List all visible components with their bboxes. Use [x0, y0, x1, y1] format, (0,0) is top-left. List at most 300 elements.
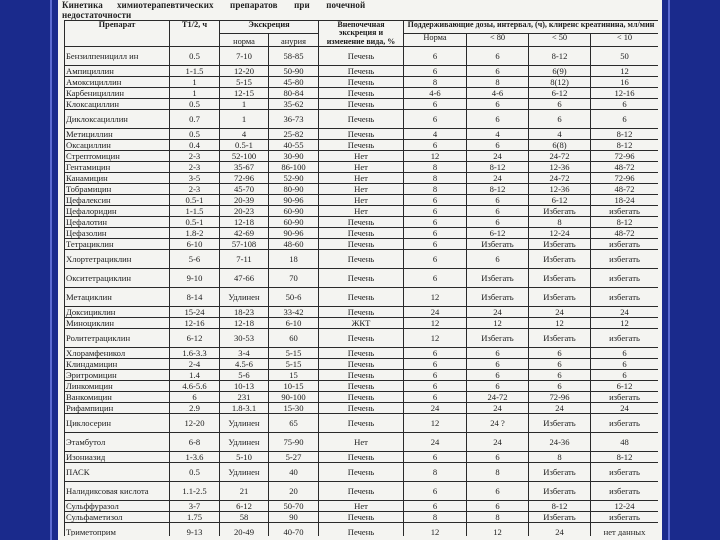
cell-extrarenal-route: Печень — [319, 452, 404, 463]
cell-half-life: 1 — [170, 77, 220, 88]
cell-dose-norm: 4-6 — [404, 88, 467, 99]
table-row — [65, 184, 659, 195]
cell-half-life: 0.5-1 — [170, 217, 220, 228]
cell-drug-name: Циклосерин — [65, 414, 170, 433]
cell-drug-name: Ампициллин — [65, 66, 170, 77]
cell-drug-name: Доксициклин — [65, 307, 170, 318]
cell-extrarenal-route: Печень — [319, 359, 404, 370]
cell-half-life: 3-7 — [170, 501, 220, 512]
cell-dose-lt50: 12-24 — [529, 228, 591, 239]
cell-extrarenal-route: Печень — [319, 269, 404, 288]
table-row — [65, 217, 659, 228]
cell-dose-lt10: 72-96 — [591, 173, 659, 184]
cell-dose-lt10: избегать — [591, 463, 659, 482]
cell-excretion-anuria: 45-80 — [269, 77, 319, 88]
cell-extrarenal-route: Печень — [319, 381, 404, 392]
cell-drug-name: Метациклин — [65, 288, 170, 307]
cell-dose-lt50: Избегать — [529, 329, 591, 348]
cell-half-life: 1.4 — [170, 370, 220, 381]
cell-extrarenal-route: Нет — [319, 162, 404, 173]
table-row — [65, 239, 659, 250]
cell-dose-lt80: 4-6 — [467, 88, 529, 99]
cell-excretion-anuria: 40 — [269, 463, 319, 482]
cell-dose-lt10: избегать — [591, 392, 659, 403]
cell-dose-lt10: 48-72 — [591, 228, 659, 239]
cell-half-life: 3-5 — [170, 173, 220, 184]
cell-extrarenal-route: Печень — [319, 110, 404, 129]
cell-drug-name: Тобрамицин — [65, 184, 170, 195]
cell-excretion-norm: Удлинен — [220, 463, 269, 482]
cell-drug-name: Изониазид — [65, 452, 170, 463]
cell-dose-lt50: Избегать — [529, 414, 591, 433]
cell-excretion-norm: 57-108 — [220, 239, 269, 250]
cell-excretion-norm: 18-23 — [220, 307, 269, 318]
cell-dose-lt10: 8-12 — [591, 140, 659, 151]
cell-dose-lt80: 6 — [467, 501, 529, 512]
table-row — [65, 140, 659, 151]
cell-dose-lt10: избегать — [591, 206, 659, 217]
cell-dose-lt80: 8 — [467, 512, 529, 523]
cell-dose-lt10: избегать — [591, 329, 659, 348]
cell-extrarenal-route: Печень — [319, 228, 404, 239]
cell-excretion-norm: 21 — [220, 482, 269, 501]
cell-dose-norm: 8 — [404, 184, 467, 195]
cell-excretion-anuria: 15-30 — [269, 403, 319, 414]
cell-drug-name: Рифампицин — [65, 403, 170, 414]
cell-excretion-norm: 7-11 — [220, 250, 269, 269]
table-row — [65, 88, 659, 99]
cell-dose-lt10: избегать — [591, 239, 659, 250]
cell-half-life: 2-3 — [170, 151, 220, 162]
cell-dose-lt50: 8 — [529, 217, 591, 228]
cell-dose-norm: 6 — [404, 99, 467, 110]
cell-excretion-norm: 6-12 — [220, 501, 269, 512]
cell-excretion-norm: 1.8-3.1 — [220, 403, 269, 414]
cell-drug-name: Ванкомицин — [65, 392, 170, 403]
cell-dose-norm: 6 — [404, 501, 467, 512]
cell-dose-lt50: Избегать — [529, 269, 591, 288]
cell-dose-lt50: Избегать — [529, 239, 591, 250]
cell-half-life: 0.7 — [170, 110, 220, 129]
cell-extrarenal-route: Печень — [319, 463, 404, 482]
cell-dose-norm: 6 — [404, 228, 467, 239]
cell-dose-lt50: 24-72 — [529, 151, 591, 162]
cell-half-life: 1-3.6 — [170, 452, 220, 463]
cell-dose-lt80: Избегать — [467, 288, 529, 307]
left-decorative-bar — [0, 0, 58, 540]
cell-half-life: 6-12 — [170, 329, 220, 348]
cell-dose-lt10: 6 — [591, 348, 659, 359]
cell-excretion-anuria: 40-55 — [269, 140, 319, 151]
header-drug: Препарат — [65, 21, 170, 47]
cell-dose-norm: 6 — [404, 452, 467, 463]
table-row — [65, 414, 659, 433]
cell-dose-norm: 6 — [404, 482, 467, 501]
cell-drug-name: Окситетрациклин — [65, 269, 170, 288]
cell-dose-lt10: 12 — [591, 318, 659, 329]
table-row — [65, 370, 659, 381]
cell-drug-name: Клоксациллин — [65, 99, 170, 110]
cell-extrarenal-route: Печень — [319, 77, 404, 88]
cell-excretion-norm: 4.5-6 — [220, 359, 269, 370]
cell-dose-lt50: 4 — [529, 129, 591, 140]
cell-excretion-anuria: 50-90 — [269, 66, 319, 77]
cell-excretion-norm: 72-96 — [220, 173, 269, 184]
cell-extrarenal-route: Нет — [319, 433, 404, 452]
cell-drug-name: Линкомицин — [65, 381, 170, 392]
cell-dose-lt10: 50 — [591, 47, 659, 66]
cell-extrarenal-route: Печень — [319, 66, 404, 77]
cell-extrarenal-route: Печень — [319, 348, 404, 359]
cell-extrarenal-route: Печень — [319, 512, 404, 523]
cell-dose-lt10: 8-12 — [591, 217, 659, 228]
cell-dose-norm: 12 — [404, 318, 467, 329]
cell-dose-lt50: Избегать — [529, 482, 591, 501]
caption-line-1: Кинетика химиотерапевтических препаратов при почечной — [62, 0, 366, 10]
cell-dose-lt50: 6-12 — [529, 195, 591, 206]
cell-dose-lt50: 8-12 — [529, 501, 591, 512]
cell-excretion-norm: 20-49 — [220, 523, 269, 536]
cell-dose-norm: 4 — [404, 129, 467, 140]
cell-excretion-anuria: 90 — [269, 512, 319, 523]
cell-drug-name: Цефалотин — [65, 217, 170, 228]
cell-dose-lt10: 8-12 — [591, 129, 659, 140]
table-row — [65, 269, 659, 288]
cell-dose-lt50: 8-12 — [529, 47, 591, 66]
cell-excretion-anuria: 30-90 — [269, 151, 319, 162]
cell-excretion-anuria: 36-73 — [269, 110, 319, 129]
cell-dose-lt80: 6 — [467, 195, 529, 206]
cell-dose-lt50: 6 — [529, 99, 591, 110]
cell-half-life: 0.4 — [170, 140, 220, 151]
cell-extrarenal-route: Печень — [319, 250, 404, 269]
cell-dose-lt50: 6 — [529, 348, 591, 359]
cell-excretion-anuria: 90-96 — [269, 228, 319, 239]
cell-drug-name: Триметоприм — [65, 523, 170, 536]
cell-extrarenal-route: Печень — [319, 307, 404, 318]
cell-dose-lt80: 6 — [467, 381, 529, 392]
cell-extrarenal-route: Печень — [319, 288, 404, 307]
cell-dose-lt80: 12 — [467, 523, 529, 536]
cell-dose-norm: 6 — [404, 66, 467, 77]
cell-excretion-norm: 5-10 — [220, 452, 269, 463]
cell-half-life: 2.9 — [170, 403, 220, 414]
cell-dose-lt10: 48 — [591, 433, 659, 452]
cell-excretion-norm: 231 — [220, 392, 269, 403]
cell-extrarenal-route: Печень — [319, 88, 404, 99]
cell-dose-lt10: 72-96 — [591, 151, 659, 162]
table-row — [65, 307, 659, 318]
cell-dose-lt50: 24 — [529, 403, 591, 414]
cell-dose-norm: 12 — [404, 414, 467, 433]
cell-excretion-norm: 35-67 — [220, 162, 269, 173]
cell-drug-name: Тетрациклин — [65, 239, 170, 250]
cell-dose-lt50: Избегать — [529, 206, 591, 217]
cell-dose-norm: 12 — [404, 523, 467, 536]
header-anuria: анурия — [269, 34, 319, 47]
cell-dose-lt80: 24 — [467, 433, 529, 452]
cell-dose-lt80: 6 — [467, 452, 529, 463]
cell-drug-name: Стрептомицин — [65, 151, 170, 162]
cell-dose-norm: 8 — [404, 77, 467, 88]
cell-half-life: 5-6 — [170, 250, 220, 269]
cell-drug-name: Эритромицин — [65, 370, 170, 381]
cell-dose-lt50: 24-72 — [529, 173, 591, 184]
cell-extrarenal-route: Печень — [319, 523, 404, 536]
cell-dose-lt10: избегать — [591, 414, 659, 433]
cell-dose-norm: 6 — [404, 217, 467, 228]
cell-dose-norm: 8 — [404, 512, 467, 523]
cell-dose-norm: 6 — [404, 269, 467, 288]
cell-dose-lt50: 6 — [529, 110, 591, 129]
cell-dose-lt10: 6 — [591, 99, 659, 110]
cell-dose-norm: 6 — [404, 370, 467, 381]
cell-dose-lt80: 6 — [467, 99, 529, 110]
cell-half-life: 15-24 — [170, 307, 220, 318]
cell-excretion-anuria: 25-82 — [269, 129, 319, 140]
cell-drug-name: Оксациллин — [65, 140, 170, 151]
cell-excretion-norm: Удлинен — [220, 433, 269, 452]
cell-dose-lt80: 6 — [467, 250, 529, 269]
header-norm: норма — [220, 34, 269, 47]
cell-excretion-anuria: 86-100 — [269, 162, 319, 173]
cell-excretion-anuria: 35-62 — [269, 99, 319, 110]
cell-half-life: 0.5 — [170, 463, 220, 482]
cell-excretion-anuria: 6-10 — [269, 318, 319, 329]
header-excretion: Экскреция — [220, 21, 319, 34]
cell-drug-name: Диклоксациллин — [65, 110, 170, 129]
cell-excretion-anuria: 60-90 — [269, 217, 319, 228]
cell-dose-lt80: 8-12 — [467, 184, 529, 195]
header-lt10: < 10 — [591, 34, 659, 47]
cell-dose-lt10: избегать — [591, 250, 659, 269]
cell-dose-lt50: 6-12 — [529, 88, 591, 99]
cell-dose-lt10: 8-12 — [591, 452, 659, 463]
cell-excretion-norm: 10-13 — [220, 381, 269, 392]
table-row — [65, 433, 659, 452]
cell-dose-lt80: 12 — [467, 318, 529, 329]
cell-dose-lt80: 6 — [467, 140, 529, 151]
table-row — [65, 318, 659, 329]
cell-excretion-norm: 3-4 — [220, 348, 269, 359]
cell-dose-lt80: 8 — [467, 77, 529, 88]
cell-dose-norm: 6 — [404, 359, 467, 370]
cell-dose-lt10: избегать — [591, 482, 659, 501]
cell-half-life: 4.6-5.6 — [170, 381, 220, 392]
cell-extrarenal-route: Нет — [319, 184, 404, 195]
cell-half-life: 1.8-2 — [170, 228, 220, 239]
cell-dose-lt10: избегать — [591, 269, 659, 288]
cell-half-life: 12-16 — [170, 318, 220, 329]
cell-excretion-norm: 12-20 — [220, 66, 269, 77]
cell-excretion-anuria: 75-90 — [269, 433, 319, 452]
cell-dose-lt80: 6 — [467, 482, 529, 501]
cell-excretion-norm: 47-66 — [220, 269, 269, 288]
cell-dose-lt10: 6 — [591, 370, 659, 381]
cell-extrarenal-route: ЖКТ — [319, 318, 404, 329]
cell-excretion-norm: 7-10 — [220, 47, 269, 66]
cell-dose-lt50: 6(8) — [529, 140, 591, 151]
cell-excretion-anuria: 10-15 — [269, 381, 319, 392]
cell-excretion-norm: 1 — [220, 99, 269, 110]
cell-dose-lt10: 24 — [591, 403, 659, 414]
table-row — [65, 151, 659, 162]
table-row — [65, 403, 659, 414]
table-row — [65, 392, 659, 403]
cell-half-life: 9-10 — [170, 269, 220, 288]
cell-half-life: 8-14 — [170, 288, 220, 307]
table-row — [65, 66, 659, 77]
cell-excretion-norm: 4 — [220, 129, 269, 140]
cell-dose-lt10: 12 — [591, 66, 659, 77]
cell-drug-name: Этамбутол — [65, 433, 170, 452]
cell-excretion-norm: 58 — [220, 512, 269, 523]
header-lt80: < 80 — [467, 34, 529, 47]
cell-excretion-norm: 30-53 — [220, 329, 269, 348]
cell-dose-norm: 12 — [404, 329, 467, 348]
cell-excretion-anuria: 58-85 — [269, 47, 319, 66]
cell-excretion-anuria: 5-27 — [269, 452, 319, 463]
cell-dose-lt80: 8 — [467, 463, 529, 482]
cell-half-life: 1.75 — [170, 512, 220, 523]
table-row — [65, 47, 659, 66]
table-row — [65, 463, 659, 482]
cell-dose-norm: 6 — [404, 110, 467, 129]
cell-dose-lt80: 6 — [467, 359, 529, 370]
cell-half-life: 6-10 — [170, 239, 220, 250]
cell-dose-norm: 6 — [404, 195, 467, 206]
cell-dose-lt50: Избегать — [529, 463, 591, 482]
cell-extrarenal-route: Нет — [319, 195, 404, 206]
cell-extrarenal-route: Печень — [319, 370, 404, 381]
cell-extrarenal-route: Нет — [319, 151, 404, 162]
right-decorative-bar — [662, 0, 720, 540]
cell-dose-lt80: 6 — [467, 110, 529, 129]
cell-extrarenal-route: Печень — [319, 482, 404, 501]
cell-excretion-anuria: 60 — [269, 329, 319, 348]
cell-dose-lt50: 12-36 — [529, 184, 591, 195]
cell-half-life: 1 — [170, 88, 220, 99]
cell-dose-lt50: 12 — [529, 318, 591, 329]
cell-dose-lt80: 6 — [467, 217, 529, 228]
cell-excretion-anuria: 15 — [269, 370, 319, 381]
table-row — [65, 381, 659, 392]
cell-dose-lt50: 12-36 — [529, 162, 591, 173]
cell-dose-lt80: 6 — [467, 206, 529, 217]
cell-extrarenal-route: Печень — [319, 414, 404, 433]
table-row — [65, 348, 659, 359]
header-norm2: Норма — [404, 34, 467, 47]
cell-dose-lt80: Избегать — [467, 329, 529, 348]
table-row — [65, 512, 659, 523]
cell-dose-lt10: 48-72 — [591, 162, 659, 173]
cell-drug-name: Цефалексин — [65, 195, 170, 206]
cell-excretion-anuria: 48-60 — [269, 239, 319, 250]
cell-dose-lt50: 24 — [529, 523, 591, 536]
cell-extrarenal-route: Печень — [319, 99, 404, 110]
cell-extrarenal-route: Нет — [319, 206, 404, 217]
cell-drug-name: Сульфаметизол — [65, 512, 170, 523]
cell-dose-lt50: 72-96 — [529, 392, 591, 403]
cell-drug-name: Миноциклин — [65, 318, 170, 329]
cell-excretion-norm: Удлинен — [220, 414, 269, 433]
cell-drug-name: Цефалоридин — [65, 206, 170, 217]
cell-dose-lt10: 12-16 — [591, 88, 659, 99]
cell-excretion-anuria: 5-15 — [269, 348, 319, 359]
cell-extrarenal-route: Печень — [319, 140, 404, 151]
cell-excretion-norm: 45-70 — [220, 184, 269, 195]
cell-excretion-anuria: 80-90 — [269, 184, 319, 195]
cell-dose-lt80: 24 — [467, 173, 529, 184]
cell-excretion-norm: 1 — [220, 110, 269, 129]
cell-dose-lt80: 24 — [467, 151, 529, 162]
cell-extrarenal-route: Печень — [319, 329, 404, 348]
cell-excretion-anuria: 50-6 — [269, 288, 319, 307]
cell-drug-name: Гентамицин — [65, 162, 170, 173]
cell-extrarenal-route: Печень — [319, 217, 404, 228]
cell-extrarenal-route: Печень — [319, 129, 404, 140]
cell-excretion-anuria: 5-15 — [269, 359, 319, 370]
cell-half-life: 0.5 — [170, 47, 220, 66]
cell-half-life: 6 — [170, 392, 220, 403]
table-row — [65, 501, 659, 512]
cell-excretion-anuria: 90-96 — [269, 195, 319, 206]
table-row — [65, 250, 659, 269]
cell-dose-lt80: Избегать — [467, 269, 529, 288]
cell-extrarenal-route: Нет — [319, 501, 404, 512]
table-row — [65, 329, 659, 348]
table-row — [65, 110, 659, 129]
cell-extrarenal-route: Печень — [319, 47, 404, 66]
table-row — [65, 523, 659, 536]
cell-half-life: 0.5 — [170, 129, 220, 140]
table-row — [65, 195, 659, 206]
cell-drug-name: Хлортетрациклин — [65, 250, 170, 269]
cell-half-life: 1.1-2.5 — [170, 482, 220, 501]
table-caption — [62, 1, 658, 21]
cell-drug-name: Налидиксовая кислота — [65, 482, 170, 501]
cell-half-life: 1-1.5 — [170, 66, 220, 77]
cell-dose-lt80: 6-12 — [467, 228, 529, 239]
cell-half-life: 12-20 — [170, 414, 220, 433]
cell-dose-norm: 6 — [404, 348, 467, 359]
cell-excretion-anuria: 50-70 — [269, 501, 319, 512]
cell-dose-lt10: 18-24 — [591, 195, 659, 206]
cell-dose-lt10: 6-12 — [591, 381, 659, 392]
cell-extrarenal-route: Печень — [319, 403, 404, 414]
cell-drug-name: ПАСК — [65, 463, 170, 482]
cell-dose-lt80: 24 — [467, 307, 529, 318]
cell-dose-lt10: 48-72 — [591, 184, 659, 195]
cell-dose-norm: 8 — [404, 162, 467, 173]
table-row — [65, 228, 659, 239]
cell-dose-lt80: Избегать — [467, 239, 529, 250]
cell-dose-lt80: 6 — [467, 66, 529, 77]
cell-dose-norm: 12 — [404, 151, 467, 162]
cell-drug-name: Сульффуразол — [65, 501, 170, 512]
cell-dose-norm: 6 — [404, 47, 467, 66]
table-row — [65, 77, 659, 88]
table-row — [65, 99, 659, 110]
cell-drug-name: Амоксициллин — [65, 77, 170, 88]
cell-excretion-norm: 20-23 — [220, 206, 269, 217]
cell-dose-lt10: избегать — [591, 512, 659, 523]
cell-half-life: 0.5-1 — [170, 195, 220, 206]
cell-dose-lt50: 24-36 — [529, 433, 591, 452]
cell-excretion-anuria: 20 — [269, 482, 319, 501]
cell-excretion-anuria: 52-90 — [269, 173, 319, 184]
cell-extrarenal-route: Печень — [319, 239, 404, 250]
